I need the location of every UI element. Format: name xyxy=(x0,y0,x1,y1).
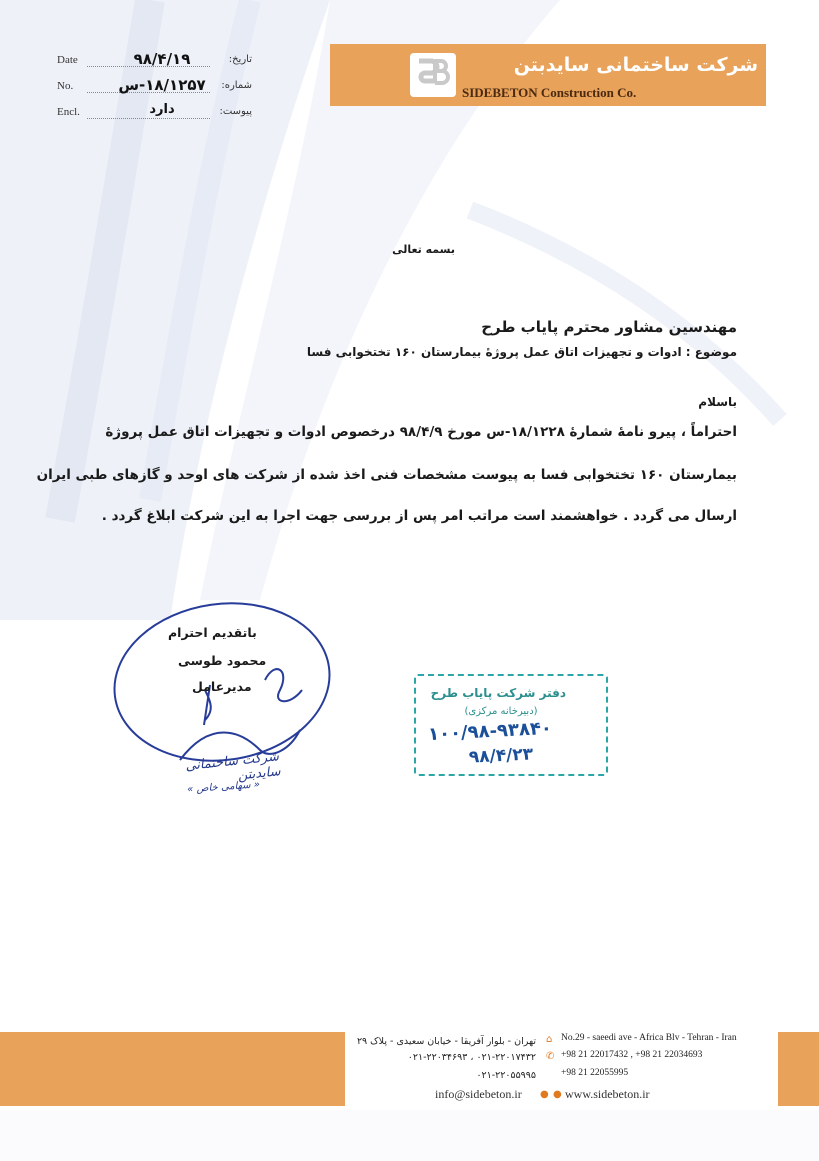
date-label-en: Date xyxy=(57,54,78,66)
footer-address-fa: تهران - بلوار آفریقا - خیابان سعیدی - پلاک ۲۹ xyxy=(356,1036,536,1047)
number-label-fa: شماره: xyxy=(221,80,252,91)
footer-email[interactable]: info@sidebeton.ir xyxy=(435,1087,522,1101)
company-name-fa: شرکت ساختمانی سایدبتن xyxy=(513,54,758,76)
company-stamp-text: شرکت ساختمانی سایدبتن xyxy=(184,749,282,784)
company-type-mark: « سهامی خاص » xyxy=(186,779,261,796)
body-line-1: احتراماً ، پیرو نامۀ شمارۀ ۱۸/۱۲۲۸-س مورخ ۹۸/۴/۹ درخصوص ادوات و تجهیزات اتاق عمل پروژۀ xyxy=(105,424,737,440)
body-line-3: ارسال می گردد . خواهشمند است مراتب امر پس از بررسی جهت اجرا به این شرکت ابلاغ گردد . xyxy=(101,508,737,524)
date-value: ۹۸/۴/۱۹ xyxy=(133,50,191,68)
number-label-en: No. xyxy=(57,80,74,92)
footer-website[interactable]: www.sidebeton.ir xyxy=(565,1087,650,1101)
closing-phrase: باتقدیم احترام xyxy=(168,625,257,640)
sidebeton-logo-icon xyxy=(410,53,456,97)
company-name-en: SIDEBETON Construction Co. xyxy=(462,85,637,100)
subject-line: موضوع : ادوات و تجهیزات اتاق عمل پروژۀ بیمارستان ۱۶۰ تختخوابی فسا xyxy=(306,345,737,359)
enclosure-value: دارد xyxy=(149,102,175,117)
receipt-stamp-title: دفتر شرکت پایاب طرح xyxy=(430,686,566,700)
signer-title: مدیرعامل xyxy=(192,679,252,694)
enclosure-label-en: Encl. xyxy=(57,106,80,118)
bismillah: بسمه تعالی xyxy=(392,243,455,256)
number-value: ۱۸/۱۲۵۷-س xyxy=(118,76,206,94)
footer-address-en: No.29 - saeedi ave - Africa Blv - Tehran - Iran xyxy=(561,1033,737,1043)
enclosure-row xyxy=(57,102,252,126)
receipt-stamp xyxy=(414,674,608,776)
enclosure-dotted-line xyxy=(87,118,210,119)
receipt-stamp-date: ۹۸/۴/۲۳ xyxy=(468,744,534,768)
phone-icon: ✆ xyxy=(546,1051,555,1062)
footer-bar-left xyxy=(0,1032,345,1106)
footer-bar-right xyxy=(778,1032,819,1106)
receipt-stamp-subtitle: (دبیرخانه مرکزی) xyxy=(464,706,538,717)
footer-phones-en: +98 21 22017432 , +98 21 22034693 xyxy=(561,1050,703,1060)
recipient: مهندسین مشاور محترم پایاب طرح xyxy=(481,318,737,336)
date-label-fa: تاریخ: xyxy=(228,54,252,65)
home-icon: ⌂ xyxy=(546,1034,553,1045)
receipt-stamp-number: ۱۰۰/۹۸-۹۳۸۴۰ xyxy=(427,717,553,746)
footer-phones-fa: ۰۲۱-۲۲۰۱۷۴۳۲ ، ۰۲۱-۲۲۰۳۴۶۹۳ xyxy=(407,1052,536,1063)
date-row xyxy=(57,50,252,74)
footer-fax-en: +98 21 22055995 xyxy=(561,1068,629,1078)
web-icon: ● xyxy=(553,1089,562,1100)
email-icon: ● xyxy=(540,1089,549,1100)
number-row xyxy=(57,76,252,100)
footer-fax-fa: ۰۲۱-۲۲۰۵۵۹۹۵ xyxy=(476,1070,536,1081)
salutation: باسلام xyxy=(698,395,737,409)
enclosure-label-fa: پیوست: xyxy=(219,106,252,117)
company-logo xyxy=(410,53,456,97)
body-line-2: بیمارستان ۱۶۰ تختخوابی فسا به پیوست مشخصات فنی اخذ شده از شرکت های اوحد و گازهای طبی ایران xyxy=(36,467,737,483)
signer-name: محمود طوسی xyxy=(178,653,267,668)
